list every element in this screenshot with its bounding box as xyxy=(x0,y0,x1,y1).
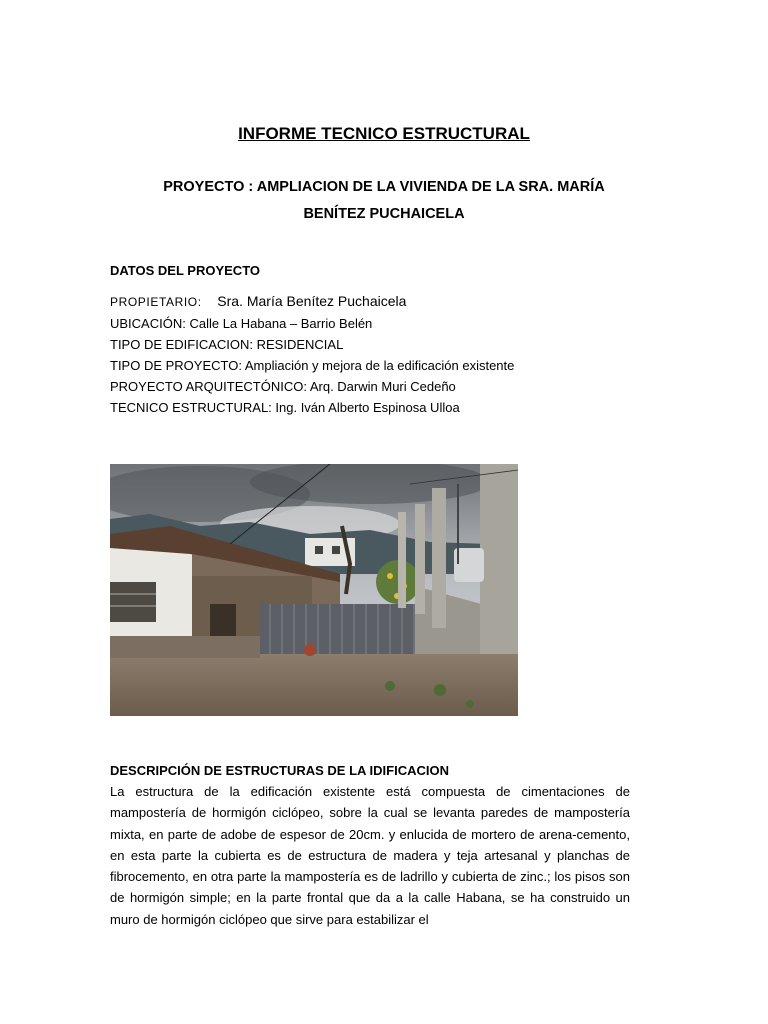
house-photo xyxy=(110,464,518,716)
project-title-line-1: PROYECTO : AMPLIACION DE LA VIVIENDA DE LA SRA. MARÍA xyxy=(163,179,605,195)
descripcion-text: La estructura de la edificación existente está compuesta de cimentaciones de mampostería de hormigón ciclópeo, sobre la cual se levanta paredes de mampostería mixta, en parte de adobe de espesor de 20cm. y enlucida de mortero de arena-cemento, en esta parte la cubierta es de estructura de madera y teja artesanal y planchas de fibrocemento, en otra parte la mampostería es de ladrillo y cubierta de zinc.; los pisos son de hormigón simple; en la parte frontal que da a la calle Habana, se ha construido un muro de hormigón ciclópeo que sirve para estabilizar el xyxy=(110,784,630,927)
tipo-edificacion-line: TIPO DE EDIFICACION: RESIDENCIAL xyxy=(110,337,344,352)
propietario-value: Sra. María Benítez Puchaicela xyxy=(217,293,407,309)
proyecto-arquitectonico-line: PROYECTO ARQUITECTÓNICO: Arq. Darwin Muri Cedeño xyxy=(110,379,456,394)
tipo-proyecto-line: TIPO DE PROYECTO: Ampliación y mejora de la edificación existente xyxy=(110,358,515,373)
datos-heading: DATOS DEL PROYECTO xyxy=(110,263,261,278)
project-title-line-2: BENÍTEZ PUCHAICELA xyxy=(303,206,465,222)
report-title: INFORME TECNICO ESTRUCTURAL xyxy=(238,124,530,143)
propietario-line xyxy=(110,293,406,309)
propietario-label: PROPIETARIO: xyxy=(110,295,202,309)
tecnico-estructural-line: TECNICO ESTRUCTURAL: Ing. Iván Alberto Espinosa Ulloa xyxy=(110,400,460,415)
descripcion-heading: DESCRIPCIÓN DE ESTRUCTURAS DE LA IDIFICACION xyxy=(110,763,449,778)
descripcion-paragraph xyxy=(110,781,630,930)
ubicacion-line: UBICACIÓN: Calle La Habana – Barrio Belén xyxy=(110,316,373,331)
